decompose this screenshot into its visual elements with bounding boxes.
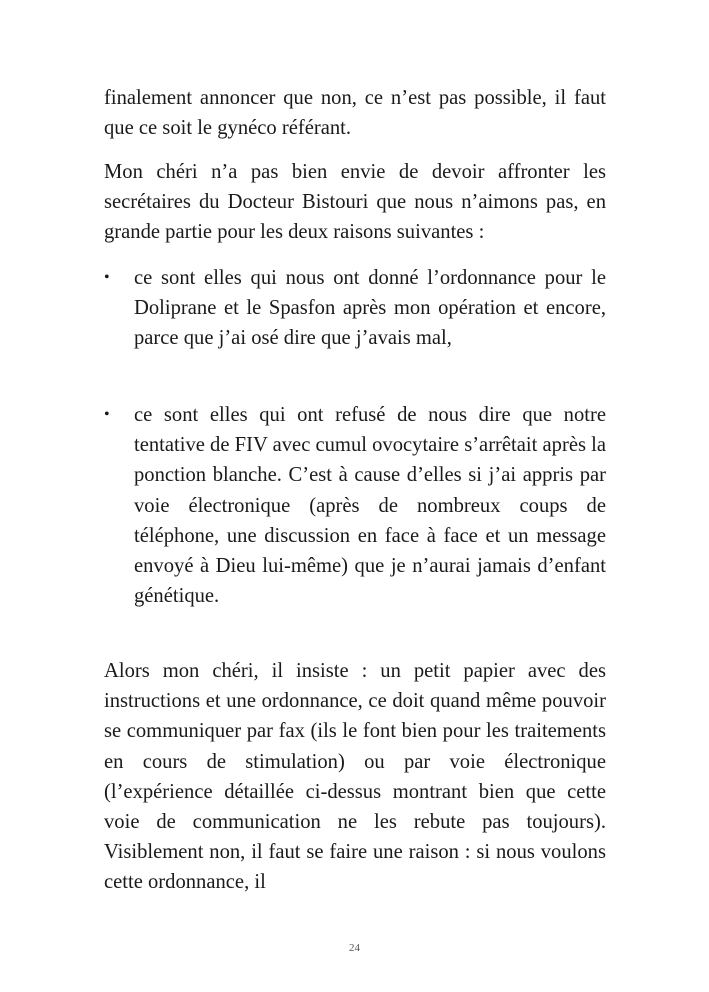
bullet-text: ce sont elles qui ont refusé de nous dire que notre tentative de FIV avec cumul ovocytaire s’arrêtait après la ponction blanche. C’est à cause d’elles si j’ai appris par voie électronique (après de nombreux coups de téléphone, une discussion en face à face et un message envoyé à Dieu lui-même) que je n’aurai jamais d’enfant génétique. (134, 404, 606, 608)
paragraph-conclusion: Alors mon chéri, il insiste : un petit papier avec des instructions et une ordonnance, ce doit quand même pouvoir se communiquer par fax (ils le font bien pour les traitements en cours de stimulation) ou par voie électronique (l’expérience détaillée ci-dessus montrant bien que cette voie de communication ne les rebute pas toujours). Visiblement non, il faut se faire une raison : si nous voulons cette ordonnance, il (104, 660, 606, 894)
bullet-marker: • (104, 406, 110, 423)
bullet-list-first (104, 263, 606, 354)
bullet-marker: • (104, 269, 110, 286)
page-number: 24 (349, 942, 360, 954)
bullet-list-second (104, 400, 606, 611)
bullet-text: ce sont elles qui nous ont donné l’ordonnance pour le Doliprane et le Spasfon après mon opération et encore, parce que j’ai osé dire que j’avais mal, (134, 267, 606, 350)
bullet-item (104, 263, 606, 354)
paragraph-continuation: finalement annoncer que non, ce n’est pas possible, il faut que ce soit le gynéco référant. (104, 87, 606, 140)
paragraph-intro-list: Mon chéri n’a pas bien envie de devoir affronter les secrétaires du Docteur Bistouri que nous n’aimons pas, en grande partie pour les deux raisons suivantes : (104, 161, 606, 244)
bullet-item (104, 400, 606, 611)
